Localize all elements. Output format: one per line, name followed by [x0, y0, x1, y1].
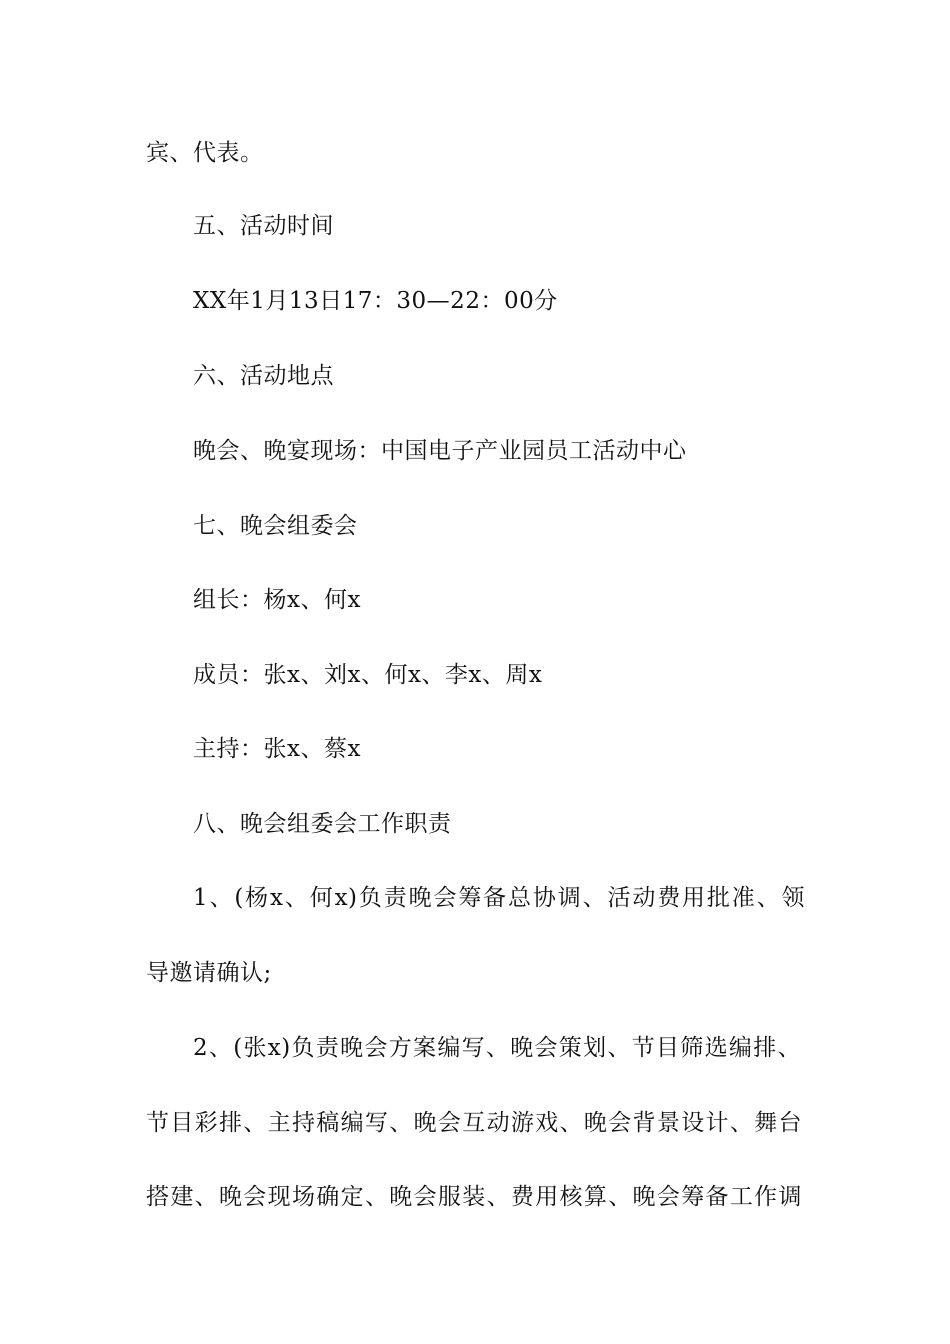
text-line-hosts: 主持：张x、蔡x	[193, 736, 361, 762]
text-line-duty-1: 1、(杨x、何x)负责晚会筹备总协调、活动费用批准、领	[193, 885, 805, 911]
text-line-duty-1-cont: 导邀请确认;	[146, 960, 272, 986]
text-line-duty-2-cont: 节目彩排、主持稿编写、晚会互动游戏、晚会背景设计、舞台	[146, 1110, 802, 1136]
text-line-time: XX年1月13日17：30—22：00分	[193, 288, 558, 314]
text-line-duty-2-cont: 搭建、晚会现场确定、晚会服装、费用核算、晚会筹备工作调	[146, 1184, 802, 1210]
section-heading-committee: 七、晚会组委会	[193, 513, 358, 539]
text-line: 宾、代表。	[146, 140, 264, 166]
text-line-location: 晚会、晚宴现场：中国电子产业园员工活动中心	[193, 438, 687, 464]
section-heading-location: 六、活动地点	[193, 363, 334, 389]
text-line-members: 成员：张x、刘x、何x、李x、周x	[193, 662, 543, 688]
section-heading-time: 五、活动时间	[193, 213, 334, 239]
text-line-duty-2: 2、(张x)负责晚会方案编写、晚会策划、节目筛选编排、	[193, 1035, 801, 1061]
section-heading-duties: 八、晚会组委会工作职责	[193, 811, 452, 837]
text-line-leaders: 组长：杨x、何x	[193, 587, 361, 613]
